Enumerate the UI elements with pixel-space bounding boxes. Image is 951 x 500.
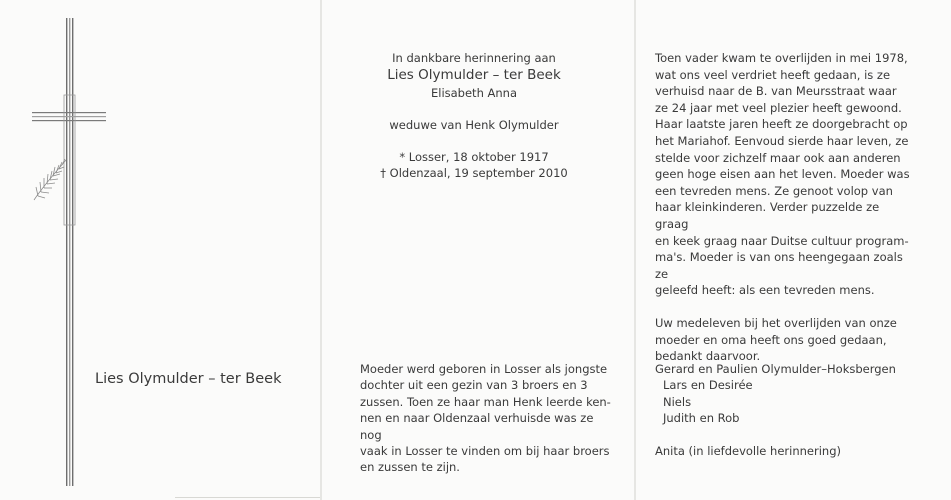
tribute-line: ma's. Moeder is van ons heengegaan zoals ze [655,250,903,281]
fold-line-left [320,0,322,500]
story-line: vaak in Losser te vinden om bij haar broers [360,444,610,459]
story-line: dochter uit een gezin van 3 broers en 3 [360,378,588,393]
story-line: nen en naar Oldenzaal verhuisde was ze nog [360,411,594,442]
tribute-line: Haar laatste jaren heeft ze doorgebracht op [655,117,908,132]
memorial-widow-of: weduwe van Henk Olymulder [389,118,559,132]
family-child: Niels [663,394,692,409]
story-line: zussen. Toen ze haar man Henk leerde ken- [360,394,611,409]
cross-icon [30,0,110,500]
story-line: Moeder werd geboren in Losser als jongste [360,362,608,376]
tribute-line: Toen vader kwam te overlijden in mei 1978, [655,51,908,65]
tribute-line: stelde voor zichzelf maar ook aan anderen [655,150,901,165]
tribute-line: geleefd heeft: als een tevreden mens. [655,283,875,298]
memorial-name: Lies Olymulder – ter Beek [387,67,561,83]
tribute-line: wat ons veel verdriet heeft gedaan, is ze [655,67,891,82]
memorial-header [338,50,610,181]
family-parents: Gerard en Paulien Olymulder–Hoksbergen [655,362,896,376]
memorial-born: * Losser, 18 oktober 1917 [399,150,549,164]
tribute-line: ze 24 jaar met veel plezier heeft gewoond. [655,100,902,115]
tribute-line: geen hoge eisen aan het leven. Moeder was [655,167,910,182]
thanks-line: bedankt daarvoor. [655,349,761,364]
cover-name: Lies Olymulder – ter Beek [95,371,282,387]
family-child: Judith en Rob [663,411,740,426]
thanks-line: moeder en oma heeft ons goed gedaan, [655,332,887,347]
tribute-line: het Mariahof. Eenvoud sierde haar leven, ze [655,133,909,148]
tribute-line: verhuisd naar de B. van Meursstraat waar [655,84,897,99]
family-child: Lars en Desirée [663,378,753,393]
memorial-given-names: Elisabeth Anna [430,86,517,100]
tribute-line: een tevreden mens. Ze genoot volop van [655,183,893,198]
tribute-text [655,50,915,365]
bottom-edge-line [175,497,320,498]
tribute-line: en keek graag naar Duitse cultuur program- [655,233,909,248]
palm-branch-icon [34,159,66,200]
fold-line-right [634,0,636,500]
thanks-line: Uw medeleven bij het overlijden van onze [655,315,897,330]
memorial-intro: In dankbare herinnering aan [392,51,556,65]
tribute-line: haar kleinkinderen. Verder puzzelde ze graag [655,200,880,231]
story-line: en zussen te zijn. [360,460,460,475]
family-list [655,361,915,459]
memorial-died: † Oldenzaal, 19 september 2010 [380,166,568,180]
family-other: Anita (in liefdevolle herinnering) [655,443,841,458]
life-story [360,361,618,476]
